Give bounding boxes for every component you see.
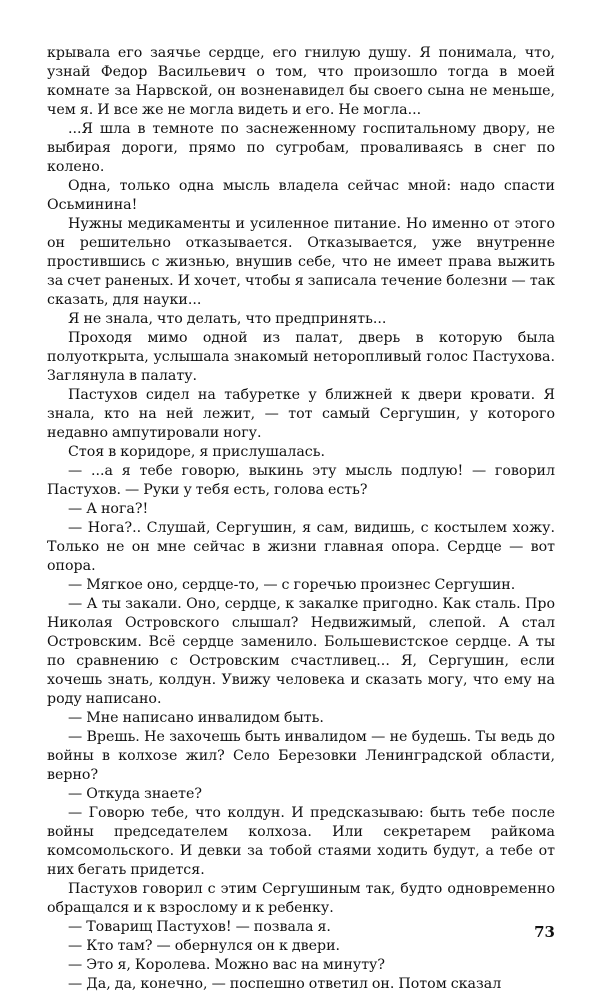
dialogue-line: — Это я, Королева. Можно вас на минуту? bbox=[68, 957, 385, 973]
paragraph-4: Нужны медикаменты и усиленное питание. Но именно от этого он решительно отказывается. Отказывается, уже внутренне простившись с жизнью, внушив себе, что не имеет права выжить за счет раненых. И хочет, чтобы я записала течение болезни — так сказать, для науки... bbox=[47, 216, 555, 308]
dialogue-line: — Нога?.. Слушай, Сергушин, я сам, видишь, с костылем хожу. Только не он мне сейчас в жизни главная опора. Сердце — вот опора. bbox=[47, 520, 555, 574]
dialogue-line: — Мне написано инвалидом быть. bbox=[68, 710, 324, 726]
dialogue-line: — Кто там? — обернулся он к двери. bbox=[68, 938, 341, 954]
dialogue-line: — Врешь. Не захочешь быть инвалидом — не будешь. Ты ведь до войны в колхозе жил? Село Березовки Ленинградской области, верно? bbox=[47, 729, 555, 783]
paragraph-1: крывала его заячье сердце, его гнилую душу. Я понимала, что, узнай Федор Васильевич о том, что произошло тогда в моей комнате за Нарвской, он возненавидел бы своего сына не меньше, чем я. И все же не могла видеть и его. Не могла... bbox=[47, 45, 555, 118]
paragraph-7: Пастухов сидел на табуретке у ближней к двери кровати. Я знала, кто на ней лежит, — тот самый Сергушин, у которого недавно ампутировали ногу. bbox=[47, 387, 555, 441]
page-number: 73 bbox=[534, 923, 555, 941]
paragraph-5: Я не знала, что делать, что предпринять... bbox=[68, 311, 387, 327]
dialogue-line: — Мягкое оно, сердце-то, — с горечью произнес Сергушин. bbox=[68, 577, 516, 593]
dialogue-line: — Да, да, конечно, — поспешно ответил он. Потом сказал bbox=[68, 976, 502, 992]
paragraph-6: Проходя мимо одной из палат, дверь в которую была полуоткрыта, услышала знакомый неторопливый голос Пастухова. Заглянула в палату. bbox=[47, 330, 555, 384]
page-text-body bbox=[47, 44, 555, 994]
paragraph-8: Стоя в коридоре, я прислушалась. bbox=[68, 444, 325, 460]
dialogue-line: — Откуда знаете? bbox=[68, 786, 202, 802]
dialogue-line: — ...а я тебе говорю, выкинь эту мысль подлую! — говорил Пастухов. — Руки у тебя есть, голова есть? bbox=[47, 463, 555, 498]
dialogue-line: — Говорю тебе, что колдун. И предсказываю: быть тебе после войны председателем колхоза. Или секретарем райкома комсомольского. И девки за тобой стаями ходить будут, а тебе от них бегать придется. bbox=[47, 805, 555, 878]
dialogue-line: — А нога?! bbox=[68, 501, 149, 517]
paragraph-narration: Пастухов говорил с этим Сергушиным так, будто одновременно обращался и к взрослому и к ребенку. bbox=[47, 881, 555, 916]
dialogue-line: — Товарищ Пастухов! — позвала я. bbox=[68, 919, 331, 935]
dialogue-line: — А ты закали. Оно, сердце, к закалке пригодно. Как сталь. Про Николая Островского слышал? Недвижимый, слепой. А стал Островским. Всё сердце заменило. Большевистское сердце. А ты по сравнению с Островским счастливец... Я, Сергушин, если хочешь знать, колдун. Увижу человека и сказать могу, что ему на роду написано. bbox=[47, 596, 555, 707]
paragraph-2: ...Я шла в темноте по заснеженному госпитальному двору, не выбирая дороги, прямо по сугробам, проваливаясь в снег по колено. bbox=[47, 121, 555, 175]
paragraph-3: Одна, только одна мысль владела сейчас мной: надо спасти Осьминина! bbox=[47, 178, 555, 213]
